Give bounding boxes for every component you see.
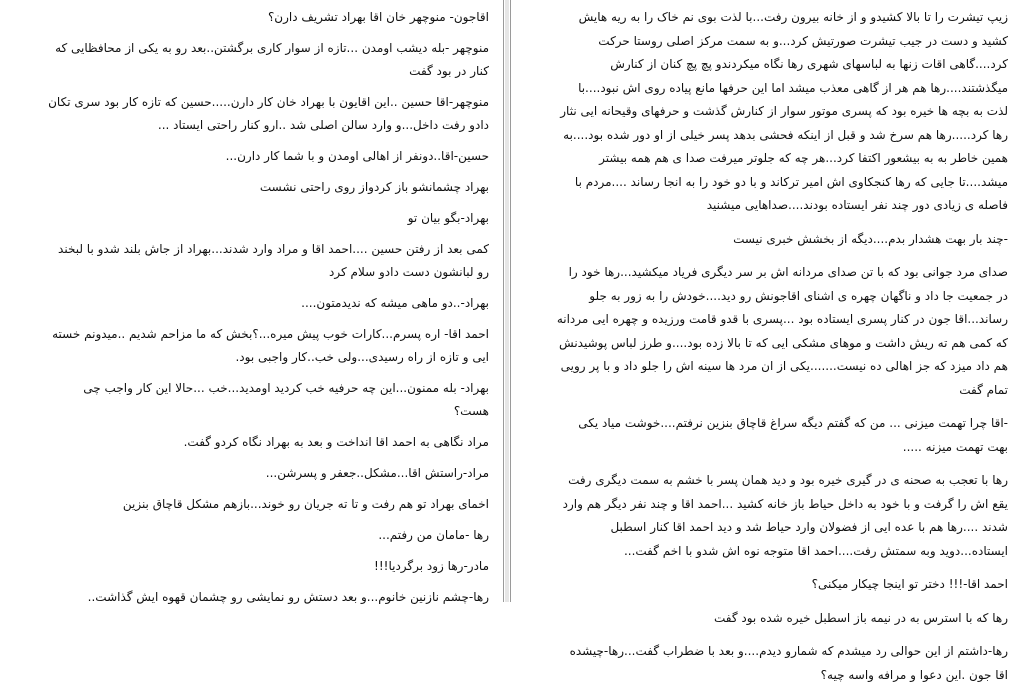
paragraph: [40, 323, 489, 369]
text-line: احمد اقا- اره پسرم...کارات خوب پیش میره...؟بخش که ما مزاحم شدیم ..میدونم خسته: [40, 323, 489, 346]
text-line: رو لبانشون دست دادو سلام کرد: [40, 261, 489, 284]
text-line: رها-چشم نازنین خانوم...و بعد دستش رو نمایشی رو چشمان قهوه ایش گذاشت..: [40, 586, 489, 609]
paragraph: [549, 640, 1008, 687]
text-line: ایی و تازه از راه رسیدی...ولی خب..کار واجبی بود.: [40, 346, 489, 369]
text-line: رها -مامان من رفتم...: [40, 524, 489, 547]
text-line: زیپ تیشرت را تا بالا کشیدو و از خانه بیرون رفت...با لذت بوی نم خاک را به ریه هایش: [549, 6, 1008, 30]
text-line: میگذشتند....رها هم هر از گاهی معذب میشد اما این حرفها مانع پیاده روی اش نبود....با: [549, 77, 1008, 101]
text-line: میشد....تا جایی که رها کنجکاوی اش امیر ترکاند و با دو خود را به انجا رساند ....مردم با: [549, 171, 1008, 195]
paragraph: [40, 6, 489, 29]
text-line: صدای مرد جوانی بود که با تن صدای مردانه اش بر سر دیگری فریاد میکشید...رها خود را: [549, 261, 1008, 285]
text-line: بهراد چشمانشو باز کردواز روی راحتی نشست: [40, 176, 489, 199]
paragraph: [40, 238, 489, 284]
paragraph: [40, 524, 489, 547]
text-line: رساند...اقا جون در کنار پسری ایستاده بود ...پسری با قدو قامت ورزیده و چهره ایی مردانه: [549, 308, 1008, 332]
text-line: کشید و دست در جیب تیشرت صورتیش کرد...و به سمت مرکز اصلی روستا حرکت: [549, 30, 1008, 54]
text-line: در جمعیت جا داد و ناگهان چهره ی اشنای اقاجونش رو دید....خودش را به زور به جلو: [549, 285, 1008, 309]
text-line: بهراد-..دو ماهی میشه که ندیدمتون....: [40, 292, 489, 315]
text-line: رها-داشتم از این حوالی رد میشدم که شمارو دیدم....و بعد با ضطراب گفت...رها-چیشده: [549, 640, 1008, 664]
paragraph: [549, 6, 1008, 218]
paragraph: [549, 412, 1008, 459]
paragraph: [40, 145, 489, 168]
text-line: هم داد میزد که جز اهالی ده نیست.......یکی از ان مرد ها سینه اش را جلو داد و با پر رویی: [549, 355, 1008, 379]
text-line: بهراد-بگو بیان تو: [40, 207, 489, 230]
text-line: لذت به بچه ها خیره بود که پسری موتور سوار از کنارش گذشت و حرفهای وقیحانه ایی نثار: [549, 100, 1008, 124]
text-line: کمی بعد از رفتن حسین ....احمد اقا و مراد وارد شدند...بهراد از جاش بلند شدو با لبخند: [40, 238, 489, 261]
text-line: -چند بار بهت هشدار بدم....دیگه از بخشش خبری نیست: [549, 228, 1008, 252]
paragraph: [40, 91, 489, 137]
text-line: مراد-راستش اقا...مشکل..جعفر و پسرشن...: [40, 462, 489, 485]
text-line: شدند ....رها هم با عده ایی از فضولان وارد حیاط شد و دید احمد اقا کنار اسطبل: [549, 516, 1008, 540]
text-line: اقاجون- منوچهر خان اقا بهراد تشریف دارن؟: [40, 6, 489, 29]
paragraph: [40, 207, 489, 230]
text-line: کرد....گاهی اقات زنها به لباسهای شهری رها نگاه میکردندو پچ پچ کنان از کنارش: [549, 53, 1008, 77]
text-line: بهت تهمت میزنه .....: [549, 436, 1008, 460]
paragraph: [40, 176, 489, 199]
text-line: مراد نگاهی به احمد اقا انداخت و بعد به بهراد نگاه کردو گفت.: [40, 431, 489, 454]
text-line: منوچهر-اقا حسین ..این اقایون با بهراد خان کار دارن.....حسین که تازه کار بود سری تکان: [40, 91, 489, 114]
text-line: که کمی هم ته ریش داشت و موهای مشکی ایی که تا بالا زده بود....و طرز لباس پوشیدنش: [549, 332, 1008, 356]
paragraph: [40, 555, 489, 578]
text-line: اخمای بهراد تو هم رفت و تا ته جریان رو خوند...بازهم مشکل قاچاق بنزین: [40, 493, 489, 516]
right-page: [510, 0, 1026, 602]
paragraph: [40, 462, 489, 485]
text-line: احمد اقا-!!! دختر تو اینجا چیکار میکنی؟: [549, 573, 1008, 597]
paragraph: [40, 292, 489, 315]
text-line: مادر-رها زود برگردیا!!!: [40, 555, 489, 578]
text-line: ایستاده...دوید وبه سمتش رفت....احمد اقا متوجه نوه اش شدو با اخم گفت...: [549, 540, 1008, 564]
paragraph: [40, 586, 489, 609]
text-line: رها با تعجب به صحنه ی در گیری خیره بود و دید همان پسر با خشم به سمت دیگری رفت: [549, 469, 1008, 493]
text-line: رها کرد.....رها هم سرخ شد و قبل از اینکه فحشی بدهد پسر خیلی از او دور شده بود....به: [549, 124, 1008, 148]
paragraph: [40, 37, 489, 83]
text-line: هست؟: [40, 400, 489, 423]
text-line: بهراد- بله ممنون...این چه حرفیه خب کردید اومدید...خب ...حالا این کار واجب چی: [40, 377, 489, 400]
paragraph: [549, 469, 1008, 563]
text-line: اقا جون .این دعوا و مرافه واسه چیه؟: [549, 664, 1008, 687]
paragraph: [40, 377, 489, 423]
paragraph: [549, 573, 1008, 597]
paragraph: [40, 493, 489, 516]
paragraph: [40, 431, 489, 454]
page-gutter: [505, 0, 509, 602]
text-line: -اقا چرا تهمت میزنی ... من که گفتم دیگه سراغ قاچاق بنزین نرفتم....خوشت میاد یکی: [549, 412, 1008, 436]
left-page: [0, 0, 504, 602]
text-line: تمام گفت: [549, 379, 1008, 403]
text-line: یقع اش را گرفت و با خود به داخل حیاط باز خانه کشید ...احمد اقا و چند نفر دیگر هم وارد: [549, 493, 1008, 517]
text-line: کنار در بود گفت: [40, 60, 489, 83]
text-line: منوچهر -بله دیشب اومدن ...تازه از سوار کاری برگشتن..بعد رو به یکی از محافظایی که: [40, 37, 489, 60]
text-line: همین خاطر به به بیشعور اکتفا کرد...هر چه که جلوتر میرفت صدا ی هم همه بیشتر: [549, 147, 1008, 171]
text-line: حسین-اقا..دونفر از اهالی اومدن و با شما کار دارن...: [40, 145, 489, 168]
paragraph: [549, 261, 1008, 402]
text-line: دادو رفت داخل...و وارد سالن اصلی شد ..ارو کنار راحتی ایستاد ...: [40, 114, 489, 137]
text-line: رها که با استرس به در نیمه باز اسطبل خیره شده بود گفت: [549, 607, 1008, 631]
paragraph: [549, 228, 1008, 252]
text-line: فاصله ی زیادی دور چند نفر ایستاده بودند....صداهایی میشنید: [549, 194, 1008, 218]
paragraph: [549, 607, 1008, 631]
